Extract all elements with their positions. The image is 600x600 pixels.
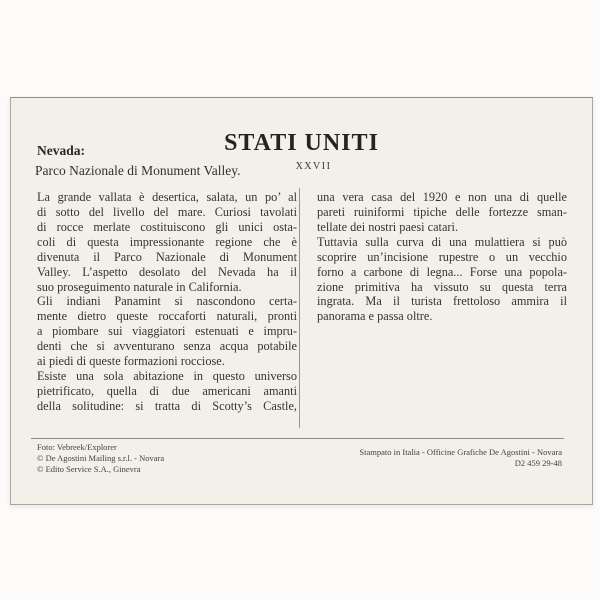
postcard [10,97,593,505]
text-line: Esiste una sola abitazione in questo universo [37,369,297,384]
text-line: di sotto del livello del mare. Curiosi tavolati [37,204,297,219]
text-line: La grande vallata è desertica, salata, un po’ al [37,190,297,204]
text-line: coli di questa impressionante regione che è [37,234,297,249]
text-line: divenuta il Parco Nazionale di Monument [37,249,297,264]
text-line: D2 459 29-48 [514,457,562,468]
text-line: pietrificato, quella di due americani amanti [37,383,297,398]
text-line: zione primitiva ha vissuto su questa terra [317,279,567,294]
text-line: panorama e passa oltre. [317,309,433,324]
column-divider [299,188,300,428]
right-column-text [317,190,567,324]
credits-right [359,447,562,468]
text-line: © De Agostini Mailing s.r.l. - Novara [37,453,165,463]
text-line: scoprire un’incisione rupestre o un vecchio [317,249,567,264]
left-column-text [37,190,297,414]
page-title: STATI UNITI [224,130,379,156]
text-line: pareti ruiniformi tipiche delle fortezze sman- [317,204,567,219]
text-line: denti che si avventurano senza acqua potabile [37,339,297,354]
text-line: una vera casa del 1920 e non una di quelle [317,190,567,204]
text-line: suo proseguimento naturale in California. [37,279,242,294]
footer-divider [31,438,564,439]
text-line: forno a carbone di legna... Forse una popola- [317,264,567,279]
text-line: a piombare sui viaggiatori estenuati e impru- [37,324,297,339]
credits-left [37,442,164,475]
subtitle: Parco Nazionale di Monument Valley. [35,163,241,178]
text-line: Foto: Vebreek/Explorer [37,442,117,452]
text-line: ingrata. Ma il turista frettoloso ammira il [317,294,567,309]
text-line: mente dietro queste roccaforti naturali, pronti [37,309,297,324]
text-line: © Edito Service S.A., Ginevra [37,464,141,474]
text-line: ai piedi di queste formazioni rocciose. [37,354,225,369]
region-label: Nevada: [37,143,85,158]
text-line: di rocce merlate costituiscono gli unici osta- [37,219,297,234]
text-line: Stampato in Italia - Officine Grafiche De Agostini - Novara [359,447,562,457]
text-line: Tuttavia sulla curva di una mulattiera si può [317,234,567,249]
text-line: Gli indiani Panamint si nascondono certa- [37,294,297,309]
text-line: Valley. L’aspetto desolato del Nevada ha il [37,264,297,279]
text-line: della solitudine: si tratta di Scotty’s Castle, [37,398,297,413]
series-numeral: XXVII [295,161,332,172]
text-line: tellate dei nostri paesi catari. [317,219,459,234]
